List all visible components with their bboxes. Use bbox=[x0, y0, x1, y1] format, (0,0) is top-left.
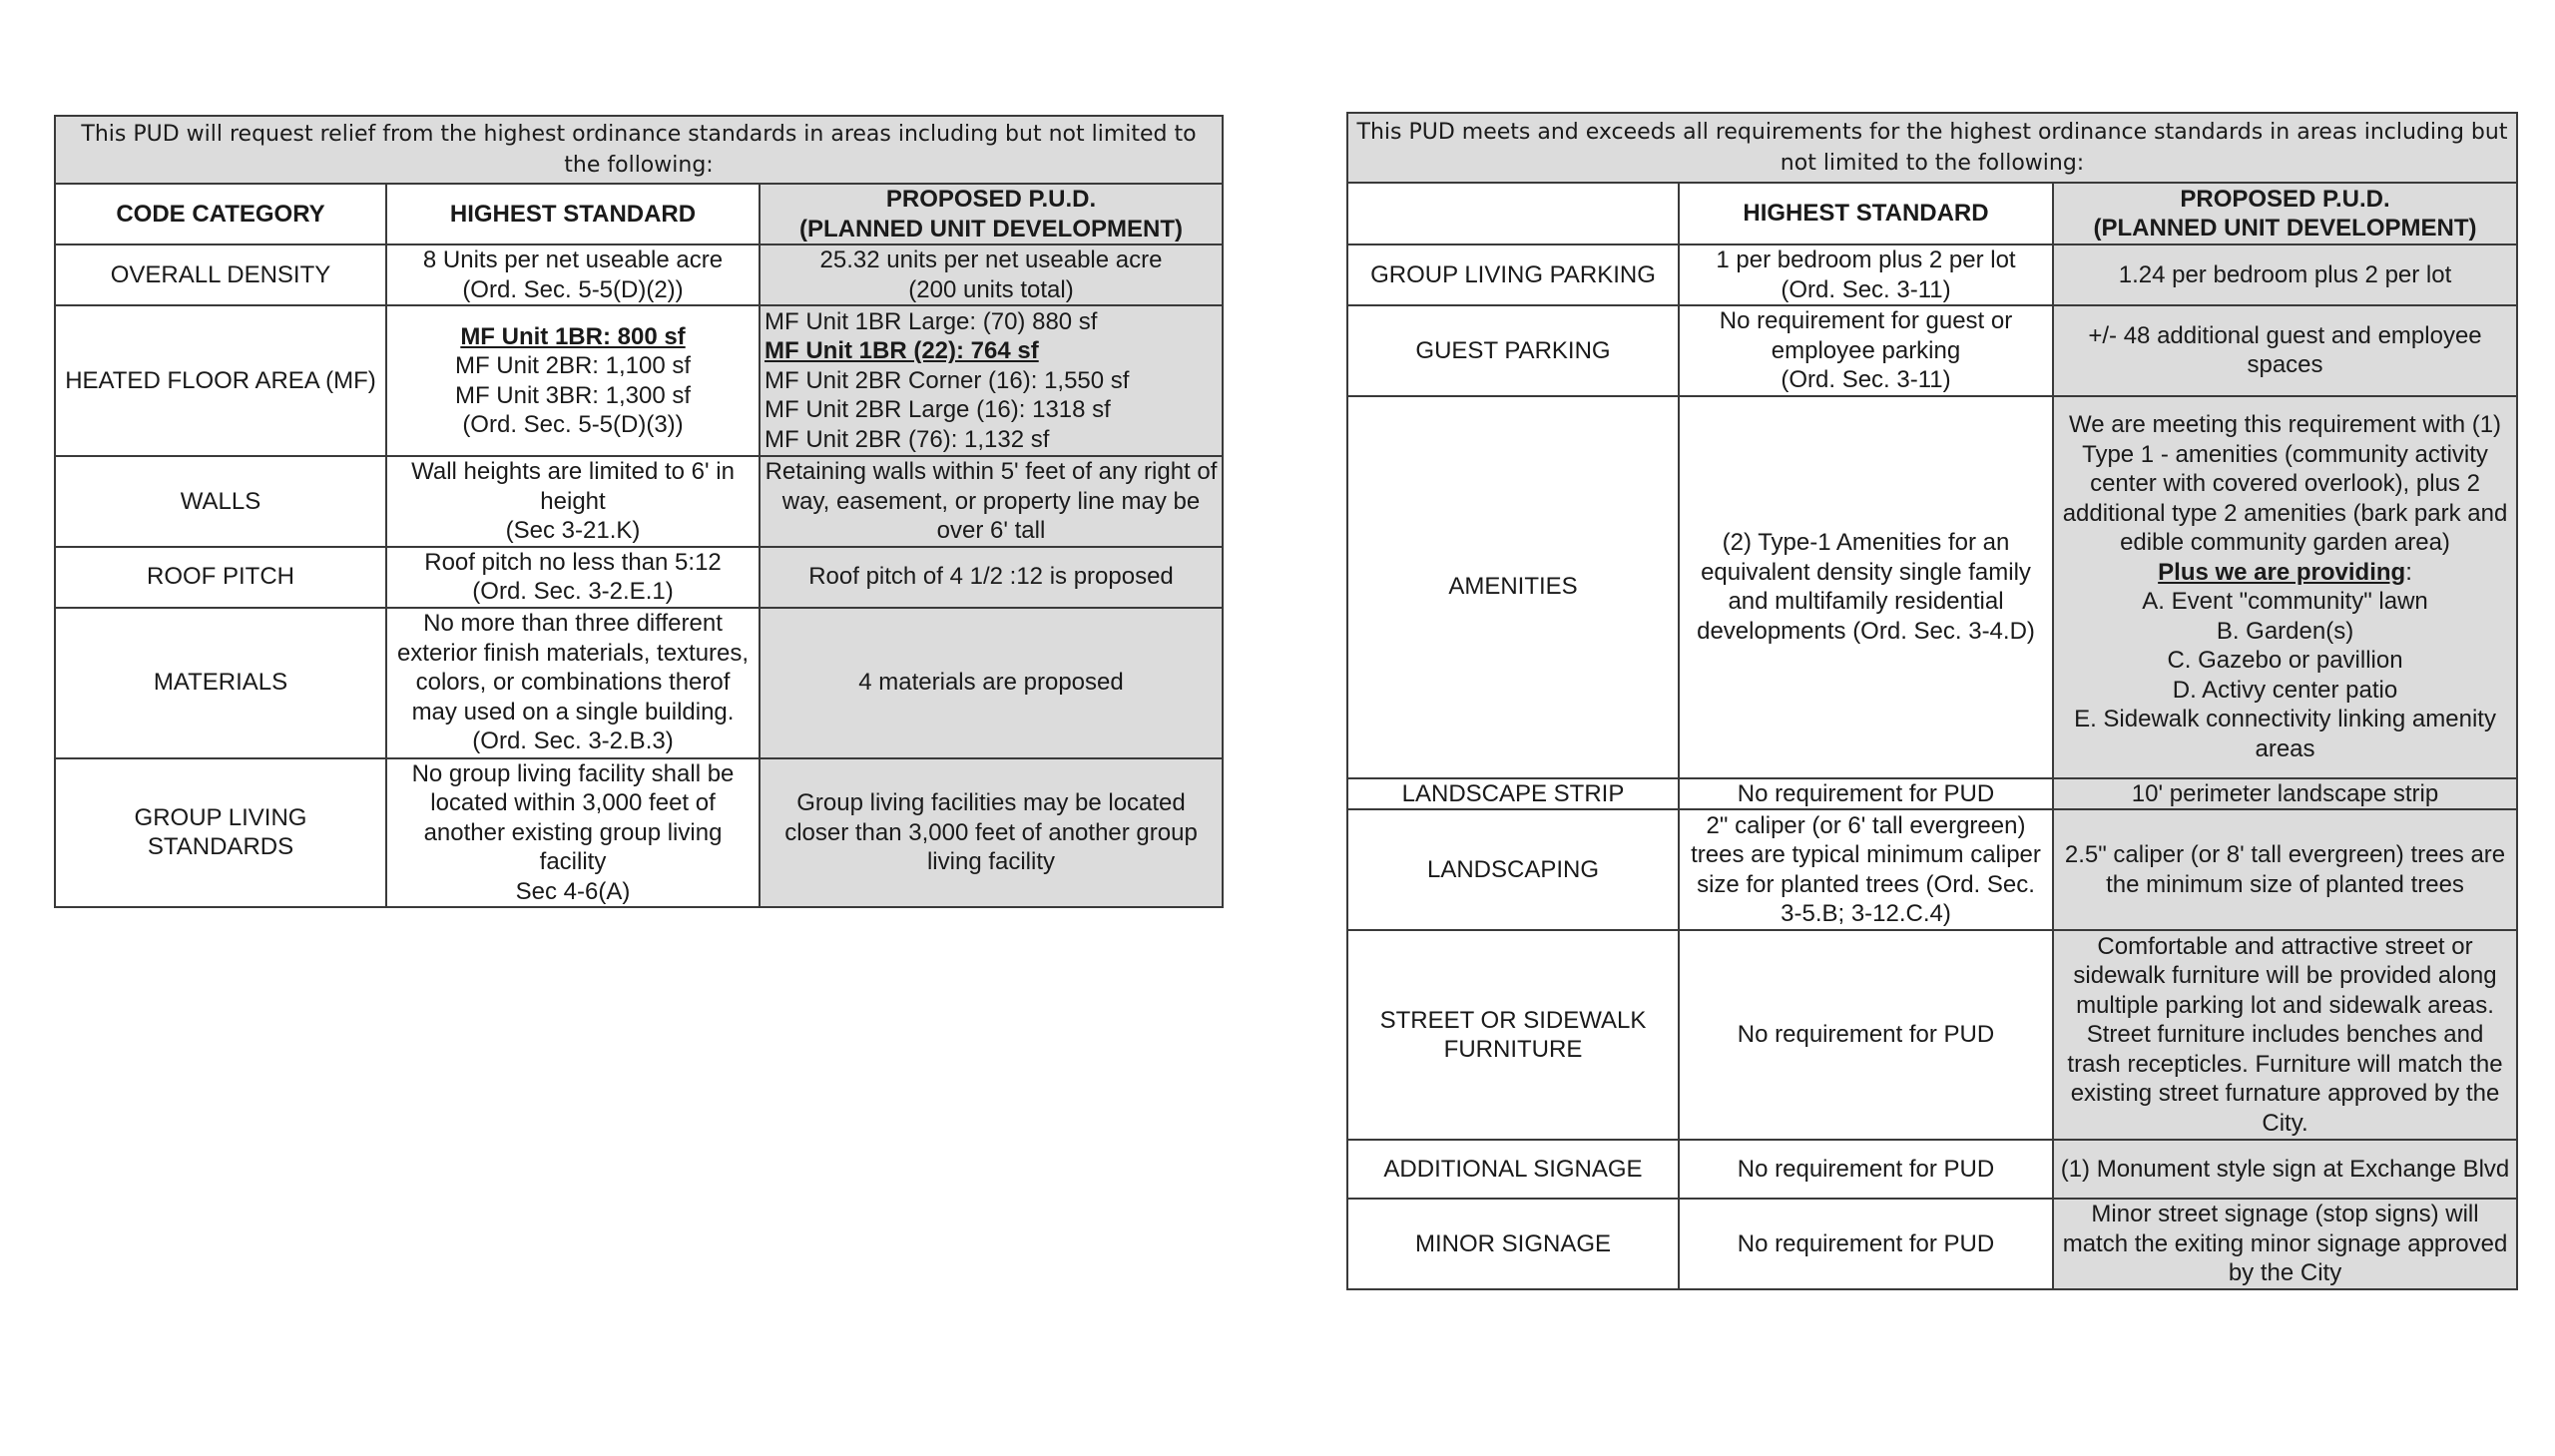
proposed-cell: 4 materials are proposed bbox=[760, 608, 1223, 758]
table-row bbox=[1347, 305, 2517, 396]
standard-reference: (Ord. Sec. 5-5(D)(3)) bbox=[462, 411, 684, 438]
proposed-cell: 1.24 per bedroom plus 2 per lot bbox=[2053, 244, 2517, 305]
header-proposed-line1: PROPOSED P.U.D. bbox=[885, 186, 1097, 213]
header-highest-standard: HIGHEST STANDARD bbox=[386, 184, 760, 244]
standard-cell: (2) Type-1 Amenities for an equivalent density single family and multifamily residential developments (Ord. Sec. 3-4.D) bbox=[1679, 396, 2053, 778]
standard-cell: 2" caliper (or 6' tall evergreen) trees are typical minimum caliper size for planted trees (Ord. Sec. 3-5.B; 3-12.C.4) bbox=[1679, 809, 2053, 930]
standard-cell: No requirement for PUD bbox=[1679, 1140, 2053, 1199]
standard-reference: (Ord. Sec. 3-2.B.3) bbox=[472, 728, 674, 755]
amenity-list-item: A. Event "community" lawn bbox=[2142, 588, 2428, 615]
category-cell: LANDSCAPE STRIP bbox=[1347, 778, 1679, 810]
standard-line: No requirement for guest or employee parking bbox=[1719, 307, 2013, 364]
header-proposed-line2: (PLANNED UNIT DEVELOPMENT) bbox=[799, 215, 1183, 243]
standard-cell bbox=[386, 758, 760, 908]
table-row bbox=[55, 305, 1223, 456]
proposed-line: 25.32 units per net useable acre bbox=[819, 246, 1163, 273]
category-cell: HEATED FLOOR AREA (MF) bbox=[55, 305, 386, 456]
table-row bbox=[55, 608, 1223, 758]
proposed-cell bbox=[2053, 396, 2517, 778]
proposed-line: MF Unit 2BR Corner (16): 1,550 sf bbox=[765, 366, 1130, 394]
category-cell: LANDSCAPING bbox=[1347, 809, 1679, 930]
table-row bbox=[1347, 396, 2517, 778]
amenity-list-item: C. Gazebo or pavillion bbox=[2167, 647, 2403, 674]
amenity-list-item: E. Sidewalk connectivity linking amenity areas bbox=[2074, 706, 2496, 762]
category-cell: OVERALL DENSITY bbox=[55, 244, 386, 305]
proposed-line: We are meeting this requirement with (1) Type 1 - amenities (community activity center with covered overlook), plus 2 additional type 2 amenities (bark park and edible community garden area) bbox=[2062, 411, 2508, 556]
proposed-cell bbox=[760, 305, 1223, 456]
category-cell: ADDITIONAL SIGNAGE bbox=[1347, 1140, 1679, 1199]
proposed-cell: 2.5" caliper (or 8' tall evergreen) trees are the minimum size of planted trees bbox=[2053, 809, 2517, 930]
category-cell: STREET OR SIDEWALK FURNITURE bbox=[1347, 930, 1679, 1140]
category-cell: GROUP LIVING STANDARDS bbox=[55, 758, 386, 908]
table-row bbox=[1347, 244, 2517, 305]
category-cell: WALLS bbox=[55, 456, 386, 547]
proposed-cell bbox=[760, 244, 1223, 305]
standard-reference: (Ord. Sec. 5-5(D)(2)) bbox=[462, 275, 684, 303]
standard-line: 1 per bedroom plus 2 per lot bbox=[1716, 246, 2016, 273]
table-caption: This PUD meets and exceeds all requirements for the highest ordinance standards in areas including but not limited to the following: bbox=[1347, 113, 2517, 183]
standard-cell: No requirement for PUD bbox=[1679, 930, 2053, 1140]
proposed-cell: +/- 48 additional guest and employee spaces bbox=[2053, 305, 2517, 396]
relief-requests-table bbox=[54, 115, 1222, 908]
standard-line: MF Unit 3BR: 1,300 sf bbox=[454, 381, 692, 409]
table-row bbox=[1347, 809, 2517, 930]
header-proposed-pud bbox=[2053, 183, 2517, 244]
proposed-emphasis: MF Unit 1BR (22): 764 sf bbox=[765, 337, 1039, 365]
category-cell: AMENITIES bbox=[1347, 396, 1679, 778]
proposed-emphasis-line bbox=[2058, 558, 2512, 588]
standard-cell bbox=[386, 456, 760, 547]
standard-line: No group living facility shall be located within 3,000 feet of another existing group living facility bbox=[411, 759, 735, 875]
proposed-line: MF Unit 1BR Large: (70) 880 sf bbox=[765, 307, 1098, 335]
category-cell: GUEST PARKING bbox=[1347, 305, 1679, 396]
standard-reference: (Ord. Sec. 3-11) bbox=[1781, 275, 1951, 303]
header-category-blank bbox=[1347, 183, 1679, 244]
standard-cell bbox=[1679, 305, 2053, 396]
standard-cell bbox=[386, 305, 760, 456]
table-row bbox=[1347, 930, 2517, 1140]
standard-reference: (Sec 3-21.K) bbox=[505, 517, 641, 544]
proposed-cell: Roof pitch of 4 1/2 :12 is proposed bbox=[760, 547, 1223, 608]
standard-cell bbox=[386, 547, 760, 608]
standard-cell: No requirement for PUD bbox=[1679, 778, 2053, 810]
proposed-cell: (1) Monument style sign at Exchange Blvd bbox=[2053, 1140, 2517, 1199]
header-code-category: CODE CATEGORY bbox=[55, 184, 386, 244]
header-proposed-pud bbox=[760, 184, 1223, 244]
proposed-cell: Group living facilities may be located closer than 3,000 feet of another group living facility bbox=[760, 758, 1223, 908]
table-row bbox=[55, 456, 1223, 547]
standard-cell: No requirement for PUD bbox=[1679, 1199, 2053, 1289]
table-caption: This PUD will request relief from the highest ordinance standards in areas including but not limited to the following: bbox=[55, 116, 1223, 184]
category-cell: GROUP LIVING PARKING bbox=[1347, 244, 1679, 305]
standard-line: 8 Units per net useable acre bbox=[422, 246, 724, 273]
proposed-cell: Minor street signage (stop signs) will match the exiting minor signage approved by the City bbox=[2053, 1199, 2517, 1289]
table-row bbox=[1347, 778, 2517, 810]
standard-reference: Sec 4-6(A) bbox=[515, 877, 631, 905]
standard-cell bbox=[386, 608, 760, 758]
proposed-emphasis: Plus we are providing bbox=[2158, 558, 2406, 586]
table-row bbox=[1347, 1140, 2517, 1199]
table-row bbox=[55, 758, 1223, 908]
standard-reference: (Ord. Sec. 3-11) bbox=[1781, 366, 1951, 393]
proposed-cell: Retaining walls within 5' feet of any right of way, easement, or property line may be over 6' tall bbox=[760, 456, 1223, 547]
category-cell: ROOF PITCH bbox=[55, 547, 386, 608]
proposed-cell: 10' perimeter landscape strip bbox=[2053, 778, 2517, 810]
category-cell: MINOR SIGNAGE bbox=[1347, 1199, 1679, 1289]
category-cell: MATERIALS bbox=[55, 608, 386, 758]
amenity-list-item: B. Garden(s) bbox=[2216, 617, 2354, 645]
table-row bbox=[55, 244, 1223, 305]
proposed-emphasis-suffix: : bbox=[2405, 558, 2412, 586]
amenity-list-item: D. Activy center patio bbox=[2172, 676, 2398, 704]
standard-cell bbox=[386, 244, 760, 305]
header-proposed-line2: (PLANNED UNIT DEVELOPMENT) bbox=[2093, 215, 2477, 242]
header-proposed-line1: PROPOSED P.U.D. bbox=[2180, 185, 2390, 213]
table-row bbox=[1347, 1199, 2517, 1289]
standard-cell bbox=[1679, 244, 2053, 305]
proposed-cell: Comfortable and attractive street or sidewalk furniture will be provided along multiple parking lot and sidewalk areas. Street furniture includes benches and trash recepticles. Furniture will match the existing street furnature approved by the City. bbox=[2053, 930, 2517, 1140]
proposed-line: MF Unit 2BR (76): 1,132 sf bbox=[765, 425, 1050, 453]
standard-emphasis: MF Unit 1BR: 800 sf bbox=[460, 322, 686, 350]
header-highest-standard: HIGHEST STANDARD bbox=[1679, 183, 2053, 244]
standard-line: Wall heights are limited to 6' in height bbox=[411, 458, 735, 515]
standard-reference: (Ord. Sec. 3-2.E.1) bbox=[472, 578, 674, 605]
standard-line: MF Unit 2BR: 1,100 sf bbox=[454, 352, 692, 379]
standard-line: No more than three different exterior finish materials, textures, colors, or combinations therof may used on a single building. bbox=[396, 610, 750, 726]
proposed-line: (200 units total) bbox=[908, 275, 1074, 303]
proposed-line: MF Unit 2BR Large (16): 1318 sf bbox=[765, 396, 1111, 424]
exceeds-requirements-table bbox=[1346, 112, 2516, 1290]
table-row bbox=[55, 547, 1223, 608]
standard-line: Roof pitch no less than 5:12 bbox=[424, 548, 722, 576]
